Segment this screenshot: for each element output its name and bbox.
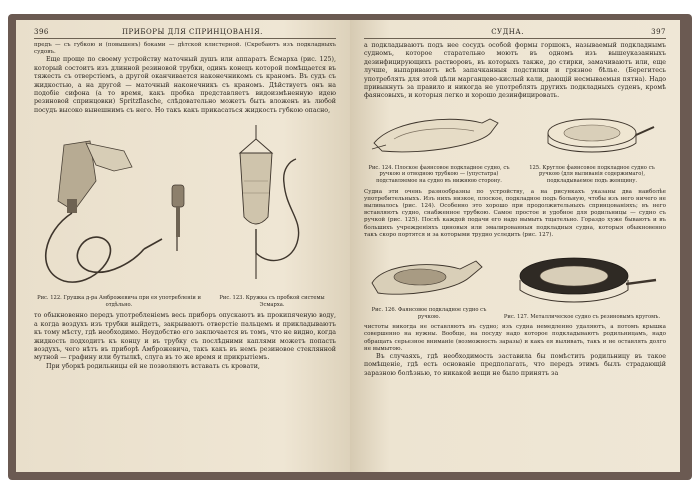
left-page	[16, 20, 350, 472]
figure-126-caption: Рис. 126. Фаянсовое подкладное судно съ ручкою.	[371, 307, 487, 320]
figure-124-caption: Рис. 124. Плоское фаянсовое подкладное судно, съ ручкою и отводною трубкою — (упустатра) подставляемое на судно въ нижнюю сторону.	[368, 164, 510, 185]
douche-bottle-illustration	[34, 121, 204, 293]
right-running-title: СУДНА.	[491, 28, 524, 36]
figure-122-caption: Рис. 122. Грушка д-ра Амброжевича при ея употребленіи и отдѣльно.	[37, 295, 201, 308]
figure-125	[522, 105, 662, 185]
round-bedpan-illustration	[522, 105, 662, 163]
left-text-paragraph: Еще проще по своему устройству маточный душъ или аппаратъ Éсмарха (рис. 125), который состоитъ изъ длинной резиновой трубки, одинъ конецъ которой помѣщается въ тяжесть съ отверстіемъ, а другой оканчивается наконечникомъ съ краномъ. Въ судъ съ жидкостью, а на другой — маточный наконечникъ съ краномъ. Дѣйствуетъ онъ на подобіе сифона (а то время, какъ пробка представляетъ видоизмѣненную идею резиновой спринцовки) Spritzflasche, слѣдовательно можетъ быть вложенъ въ любой посудъ высоко вынешнимъ съ него. Но такъ какъ прикасаться жидкость губкою опасно,	[34, 56, 336, 114]
right-figure-row-bottom	[364, 243, 666, 320]
right-page-number: 397	[651, 28, 666, 36]
right-figure-row-top	[364, 105, 666, 185]
left-figure-row	[34, 121, 336, 308]
left-text-paragraph: предъ — съ губкою и (повышенъ) боками — дѣтской клистерной. (Скребаютъ изъ подкладныхъ судовъ.	[34, 42, 336, 56]
left-text-paragraph: то обыкновенно передъ употребленіемъ весь приборъ опускаютъ въ прокипяченую воду, а когда воздухъ изъ трубки выйдетъ, закрываютъ отверстіе пальцемъ и прикладываютъ къ тому мѣсту, гдѣ необходимо. Неудобство его заключается въ томъ, что не видно, когда жидкость подходитъ къ концу и въ трубку съ послѣдними каплями можетъ попасть воздухъ, чего нѣтъ въ приборѣ Амброжевича, такъ какъ въ немъ резиновое стеклянной мутной — графину или бутылкѣ, слуга въ то же время и прикрытіемъ.	[34, 312, 336, 362]
right-running-head	[364, 28, 666, 39]
metal-bedpan-ring-illustration	[502, 250, 662, 312]
figure-125-caption: 125. Круглое фаянсовое подкладное судно съ ручкою (для выливанія содержимаго), подкладываемое подъ женщину.	[529, 164, 655, 185]
right-text-paragraph: чистоты никогда не оставляютъ въ судно; изъ судна немедленно удаляютъ, а потомъ крышка совершенно на нужны. Вообще, на посуду надо которое подкладываютъ родильницамъ, надо обращать серьезное вниманіе (возможность заразы) и какъ ея выливать, такъ и не оставлять долго не вымытою.	[364, 324, 666, 352]
open-book	[8, 14, 692, 480]
left-text-paragraph: При уборкѣ родильницы ей не позволяютъ вставать съ кровати,	[46, 362, 260, 370]
left-running-title: ПРИБОРЫ ДЛЯ СПРИНЦОВАНІЯ.	[121, 28, 263, 36]
right-text-paragraph: Судна эти очень разнообразны по устройству, а на рисункахъ указаны два наиболѣе употребительныхъ. Изъ нихъ низкое, плоское, подкладное подъ больную, чтобы изъ него ничего не выливалось (рис. 124). Особенно это хорошо при продолжительныхъ спринцованіяхъ; въ него вставляютъ судно, снабженное трубкою. Самое простое и удобное для родильницы — судно съ ручкой (рис. 125). Послѣ каждой подачи его надо вымыть тщательно. Гораздо хуже бываютъ и въ большихъ учрежденіяхъ циновыя или эмалированныя подкладныя судна, которыя обыкновенно такъ скоро портятся и за которыми трудно уследить (рис. 127).	[364, 188, 666, 238]
esmarch-irrigator-illustration	[212, 121, 332, 293]
right-page	[350, 20, 680, 472]
right-text-paragraph: а подкладываютъ подъ нее сосудъ особой формы горшокъ, называемый подкладнымъ судномъ, которое старательно моютъ въ одномъ изъ вышеуказанныхъ дезинфицирующихъ растворовъ, въ которыхъ также, до стирки, замачиваютъ или, еще лучше, выпариваютъ всѣ запачканныя подстилки и грязное бѣлье. (Берегитесь употреблять для этой цѣли марганцево-кислый кали, дающій несмываемыя пятна). Надо привыкнуть за правило и никогда не употреблять другихъ подкладныхъ суденъ, кромѣ фаянсовыхъ, и которыя легко и хорошо дезинфицировать.	[364, 42, 666, 100]
flat-bedpan-illustration	[364, 105, 514, 163]
faience-bedpan-illustration	[364, 243, 494, 305]
right-text-paragraph: Въ случаяхъ, гдѣ необходимость заставила бы помѣстить родильницу въ такое помѣщеніе, гдѣ есть основаніе предполагать, что передъ этимъ былъ страдающій заразною болѣзнью, то никакой вещи не было принятъ за	[364, 353, 666, 377]
figure-127-caption: Рис. 127. Металлическое судно съ резиновымъ кругомъ.	[503, 313, 661, 320]
figure-122	[34, 121, 204, 308]
figure-123-caption: Рис. 123. Кружка съ пробкой системы Эсмарха.	[219, 295, 325, 308]
figure-126	[364, 243, 494, 320]
left-page-number: 396	[34, 28, 49, 36]
figure-127	[502, 250, 662, 321]
figure-123	[212, 121, 332, 308]
left-running-head	[34, 28, 336, 39]
figure-124	[364, 105, 514, 185]
